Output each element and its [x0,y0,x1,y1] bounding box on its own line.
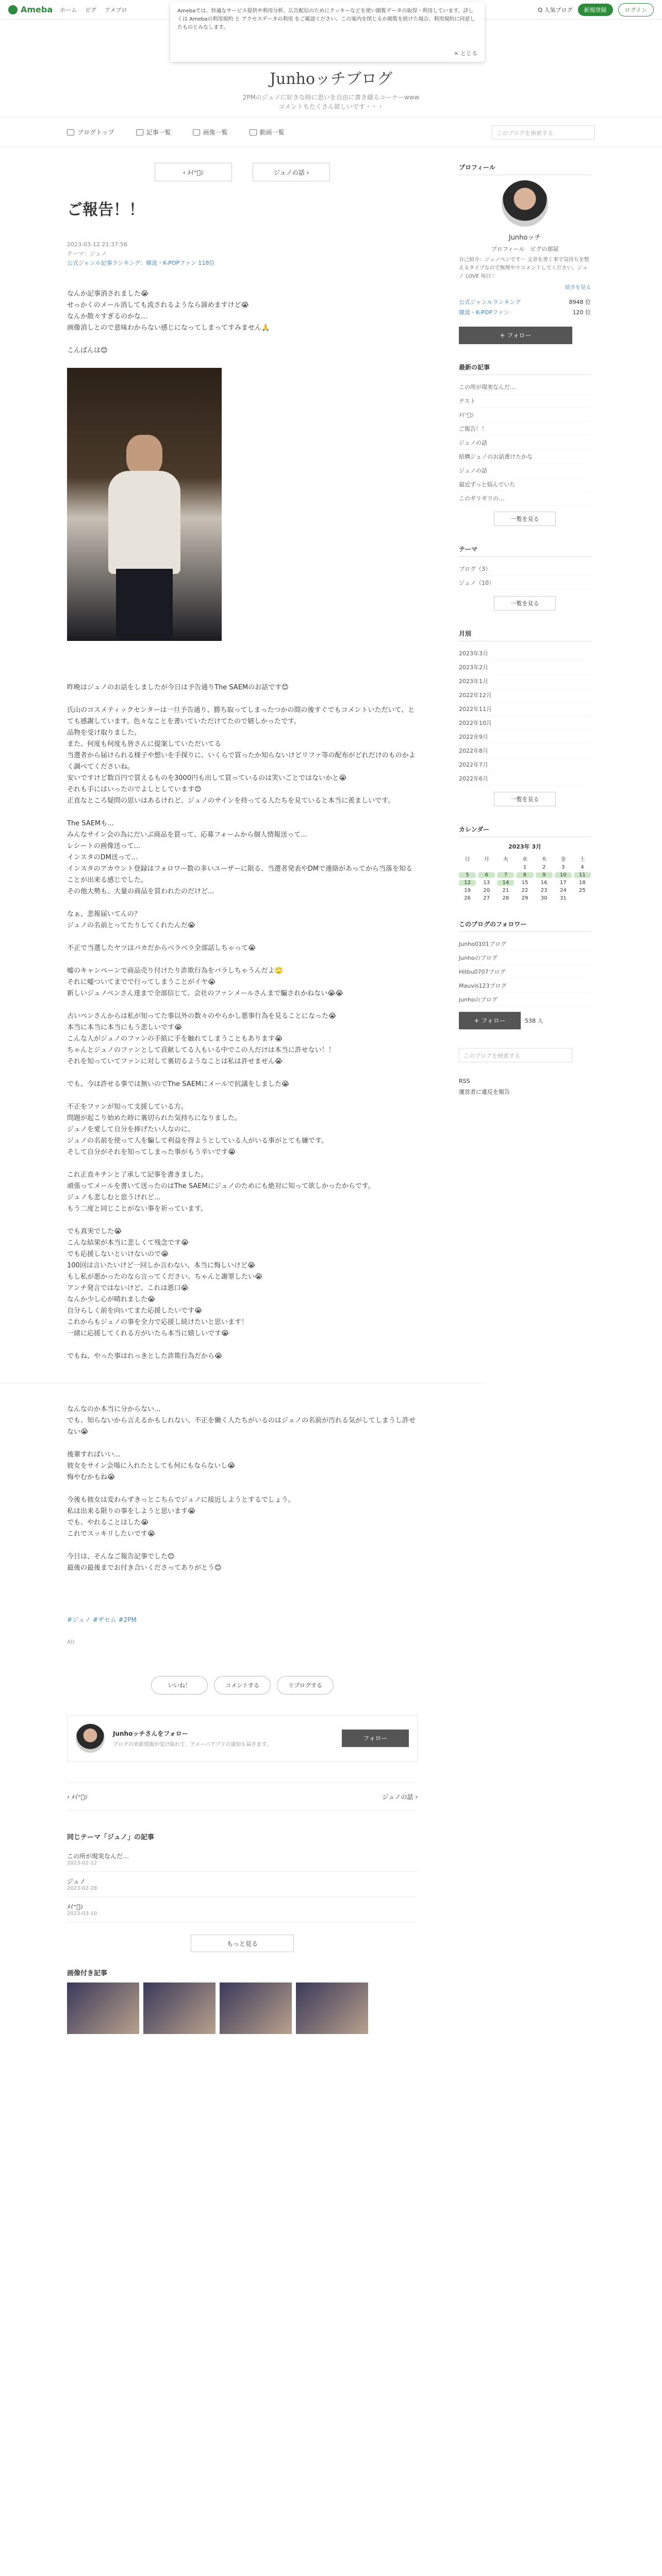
recent-item[interactable]: ﾒｲ⁺ﾟｼ [459,408,591,422]
para-5: なぁ、悲報届いてんの？ ジュノの名前とってたりしてくれたんだ😭 [67,910,195,929]
calendar-day[interactable]: 14 [497,880,514,886]
para-9: でも、今は許せる事では無いのでThe SAEMにメールで抗議をしました😭 [67,1080,290,1088]
calendar-month: 2023年 3月 [508,843,542,850]
para-11: これ正直キチンと了承して記事を書きました。 頑張ってメールを書いて送ったのはThe SAEMにジュノのためにも絶対に知って欲しかったからです。 ジュノも悲しむと思うけれど... もう二度と同じことがない事を祈っています。 [67,1171,375,1213]
follow-box-desc: ブログの更新情報が受け取れて、アメーバアプリの通知も届きます。 [113,1742,272,1748]
calendar-day: 21 [502,888,509,893]
calendar-day[interactable]: 11 [574,872,591,878]
more-button[interactable]: もっと見る [191,1935,294,1952]
archive-item[interactable]: 2023年2月 [459,660,591,674]
archive-item[interactable]: 2023年1月 [459,674,591,688]
para-1: こんばんは😊 [67,347,108,354]
bottom-next-entry[interactable]: ジュノの話 › [382,1793,418,1801]
nav-blog-top[interactable]: ブログトップ [67,128,114,137]
profile-bio: 自己紹介：ジュノペンです〜 文章を書く事で気持ちを整えるタイプなので無理やりコメントしてください。ジュノ LOVE 毎日♡ [459,257,589,279]
calendar-day: 20 [483,888,490,893]
archive-item[interactable]: 2022年9月 [459,730,591,744]
archive-more-button[interactable]: 一覧を見る [494,792,556,806]
para-3: 氏山のコスメティックセンターは一旦予告通り、勝ち取ってしまったつかの間の後すぐでもコメントいただいて、とても感謝しています。色々なことを書いていただけてたので嬉しかったです。 品物を受け取りました。 また、何度も何度も皆さんに提案していただいてる 当選者から届けられる様子や想いを手探りに、いくらで買ったか知らないけどリファ等の配布がどれだけのものかよく調べてくださいね。 安いですけど数百円で買えるものを3000円も出して買っているのは笑いごとではないかと😭 それも手にはいったのでよしとしています😊 正直なところ疑問の思いはあるけれど、ジュノのサインを持ってる人たちを見ていると本当に羨ましいです。 [67,706,416,805]
report-link[interactable]: 運営者に違反を報告 [459,1089,510,1095]
recent-item[interactable]: この所が現実なんだ… [459,380,591,394]
like-button[interactable]: いいね！ [151,1676,208,1694]
pigg-room-link[interactable]: ピグの部屋 [530,246,559,252]
ranking-link[interactable]: 韓流・K-POPファン [459,309,509,316]
cookie-notice [170,2,485,62]
avatar[interactable] [502,180,548,227]
para-8: 古いペンさんからは私が知ってた事以外の数々のやらかし悪事行為を見ることになった😭 本当に本当に本当にもう悲しいです😭 こんな人がジュノのファンの手紙に手を触れてしまうこともあります😭 ちゃんとジュノのファンとして貢献してる人もいる中でこの人だけは本当に許せない！！ それを知っていてファンに対して裏切るようなことは私は許せません😭 [67,1012,337,1065]
entry-theme[interactable]: テーマ：ジュノ [67,250,107,257]
read-more-link[interactable]: 続きを見る [565,285,591,291]
para-16: 今後も彼女は変わらずきっとこちらでジュノに接近しようとするでしょう。 私は出来る限りの事をしようと思います😭 でも、やれることはした😭 これでスッキリしたいです😭 [67,1496,295,1538]
follow-box [67,1715,418,1761]
main-column [67,147,418,2034]
avatar[interactable] [76,1724,105,1753]
profile-link[interactable]: プロフィール [491,246,525,252]
calendar-day: 22 [521,888,528,893]
archive-heading: 月別 [459,629,591,641]
sidebar-follow-button[interactable]: + フォロー [459,327,572,344]
nav-image-list[interactable]: 画像一覧 [193,128,228,137]
para-0: なんか記事消されました😭 せっかくのメール消しても流されるようなら諦めますけど😭 なんか散々すぎるのかな… 画像消しとので意味わからない感じになってしまってすみません🙏 [67,290,270,332]
calendar-day[interactable]: 10 [555,872,572,878]
hashtag[interactable]: #2PM [118,1616,137,1623]
archive-item[interactable]: 2022年8月 [459,744,591,758]
calendar-day [497,865,514,870]
entry-title: ご報告！！ [67,201,144,219]
recommend-title: 画像付き記事 [67,1970,108,1977]
calendar-day: 3 [561,865,565,870]
calendar-day: 28 [502,895,509,901]
nav-video-list[interactable]: 動画一覧 [250,128,285,137]
image-icon [193,129,200,135]
archive-item[interactable]: 2023年3月 [459,647,591,660]
login-button[interactable]: ログイン [618,3,654,16]
calendar-day: 16 [540,880,548,886]
recent-item[interactable]: ご報告！！ [459,422,591,436]
follower-item[interactable]: Junhoのブログ [459,951,591,965]
list-item[interactable]: ﾒｲ⁺ﾟｼ 2023-03-10 [67,1897,418,1922]
calendar-grid [459,855,591,901]
next-entry-button[interactable]: ジュノの話 › [253,163,330,181]
theme-more-button[interactable]: 一覧を見る [494,596,556,611]
entry-photo[interactable] [67,368,222,641]
same-theme-list [67,1832,418,1952]
calendar-day: 17 [559,880,567,886]
calendar-day: 15 [521,880,528,886]
calendar-day[interactable]: 9 [536,872,553,878]
nav-ameblo[interactable]: アメブロ [105,6,127,13]
calendar-day: 26 [464,895,471,901]
para-13: でもね、やった事はれっきとした詐欺行為だから😭 [67,1352,223,1360]
nav-entry-list[interactable]: 記事一覧 [136,128,171,137]
calendar-day: 18 [579,880,586,886]
calendar-day[interactable]: 12 [459,880,476,886]
theme-item[interactable]: ジュノ（10） [459,576,591,590]
calendar-day-header: 水 [522,857,527,862]
entry-body [67,289,418,1574]
recent-item[interactable]: 最近ずっと悩んでいた [459,478,591,492]
hashtag[interactable]: #ジュノ [67,1616,91,1623]
ameba-logo[interactable]: Ameba [8,5,53,14]
calendar-day-header: 金 [560,857,566,862]
calendar-day [574,895,591,901]
para-10: 不正をファンが知って支援している方。 問題が起こり始めた時に裏切られた気持ちになりました。 ジュノを愛して自分を捧げたい人なのに、 ジュノの名前を使って人を騙して利益を得ようとしている人がいる事がとても嫌です。 そして自分がそれを知ってしまった事がもう辛いです😭 [67,1103,328,1156]
para-17: 今日は、そんなご報告記事でした😊 最後の最後までお付き合いくださってありがとう😊 [67,1553,222,1572]
recent-item[interactable]: テスト [459,394,591,408]
para-7: 嘘のキャンペーンで商品売り付けたり詐欺行為をバラしちゃうんだよ🙄 それに嘘ついてまでで行ってしまうことがイヤ😭 新しいジュノペンさん達まで全部信じて、会社のファンメールさんまで騙されかねない😭😭 [67,967,343,997]
calendar-day[interactable]: 7 [497,872,514,878]
calendar-day: 23 [540,888,548,893]
recent-item[interactable]: 結構ジュノのお話書けたかな [459,450,591,464]
signup-button[interactable]: 新規登録 [578,4,613,16]
blog-search-input[interactable]: このブログを検索する [492,125,595,140]
thumbnail[interactable] [220,1982,292,2034]
thumbnail[interactable] [67,1982,139,2034]
hashtag[interactable]: #ザセム [92,1616,117,1623]
comment-button[interactable]: コメントする [214,1676,271,1694]
cookie-notice-text: Amebaでは、快適なサービス提供や利用分析、広告配信のためにクッキーなどを使い閲覧データの取得・利用しています。詳しくは Amebaの利用規約 と アクセスデータの利用 をご確認ください。この案内を閉じるか閲覧を続けた場合、利用規約に同意したものとみなします。 [177,8,475,30]
ranking-link[interactable]: 公式ジャンルランキング [459,299,521,306]
calendar-day-header: 木 [541,857,547,862]
popular-blogs-link[interactable]: Q 人気ブログ [538,6,573,13]
follower-item[interactable]: Mauvis123ブログ [459,979,591,993]
calendar-day: 30 [540,895,548,901]
archive-item[interactable]: 2022年11月 [459,702,591,716]
ad-label: AD [67,1639,75,1645]
archive-item[interactable]: 2022年12月 [459,688,591,702]
profile-heading: プロフィール [459,163,591,175]
calendar-day: 13 [483,880,490,886]
hashtags [67,1615,418,1624]
list-item[interactable]: ジュノ 2023-02-28 [67,1872,418,1897]
calendar-day: 4 [581,865,584,870]
calendar-day: 2 [542,865,546,870]
video-icon [250,129,257,135]
nav-home[interactable]: ホーム [60,6,77,13]
follow-box-title: Junhoッチさんをフォロー [113,1730,188,1737]
prev-entry-button[interactable]: ‹ ﾒｲ⁺ﾟｼ [155,163,232,181]
recent-item[interactable]: ジュノの話 [459,436,591,450]
calendar-day-header: 月 [484,857,489,862]
recent-item[interactable]: このギリギリの… [459,492,591,505]
para-4: The SAEMも... みんなサイン会の為にだいぶ商品を買って、応募フォームから個人情報送って... レシートの画像送って... インスタのDM送って... インスタのアカウント登録はフォロワー数の多いユーザーに限る、当選者発表やDMで連絡があってから当落を知ることが出来る感じでした。 その他大勢も、大量の商品を買われたのだけど... [67,820,412,895]
thumbnail[interactable] [296,1982,368,2034]
calendar-day: 19 [464,888,471,893]
blog-desc-2: コメントもたくさん欲しいです・・・ [278,103,384,110]
profile-name[interactable]: Junhoッチ [508,234,541,242]
calendar-day: 31 [559,895,567,901]
blog-title[interactable]: Junhoッチブログ [269,70,393,88]
para-14: なんなのか本当に分からない... でも、知らないから言えるかもしれない、不正を働く人たちがいるのはジュノの名前が汚れる気がしてしまうし許せない😭 [67,1405,416,1436]
calendar-day[interactable]: 5 [459,872,476,878]
archive-item[interactable]: 2022年7月 [459,758,591,772]
nav-pigg[interactable]: ピグ [85,6,97,13]
cookie-notice-close[interactable]: × とじる [454,50,477,57]
rss-link[interactable]: RSS [459,1078,470,1084]
blog-nav [0,117,662,147]
calendar-day[interactable]: 8 [516,872,533,878]
list-item[interactable]: この所が現実なんだ… 2023-02-12 [67,1846,418,1872]
same-theme-title: 同じテーマ「ジュノ」の記事 [67,1834,155,1841]
thumbnail[interactable] [143,1982,216,2034]
reblog-button[interactable]: リブログする [277,1676,334,1694]
follower-item[interactable]: Hitbu0707ブログ [459,965,591,979]
sidebar: プロフィール Junhoッチ プロフィール ピグの部屋 自己紹介：ジュノペンです〜 文章を書く事で気持ちを整えるタイプなので無理やりコメントしてください。ジュノ LOVE 毎日♡ 続きを見る 公式ジャンルランキング 8948 位 韓流・K-POPファン 120 位 + フォロー 最新の記事 この所が現実なんだ… テスト ﾒｲ⁺ﾟｼ ご報告！！ ジュノの話 結構ジュノのお話書けたかな ジュノの話 最近ずっと悩んでいた このギリギリの… 一覧を見る テーマ ブログ（3） ジュノ（10） 一覧を見る 月別 2023年3月 2023年2月 2023年1月 2022年12月 2022年11月 2022年10月 2022年9月 2022年8月 2022年7月 2022年6月 一覧を見る カレンダー 2023年 3月 日 月 火 水 木 金 土 1 2 3 4 5 6 7 8 9 10 11 12 13 14 15 16 17 18 19 20 21 22 23 24 25 26 27 28 29 30 31 このブログのフォロワー Junho0101ブログ Junhoのブログ Hitbu0707ブログ Mauvis123ブログ junhoのブログ + フォロー 538 人 このブログを検索する RSS 運営者に違反を報告 [459,164,591,1095]
calendar-day [459,865,476,870]
theme-item[interactable]: ブログ（3） [459,562,591,576]
recent-heading: 最新の記事 [459,363,591,375]
calendar-day[interactable]: 6 [478,872,495,878]
calendar-day [478,865,495,870]
calendar-day: 24 [559,888,567,893]
para-12: でも真実でした😭 こんな結果が本当に悲しくて残念です😭 でも応援しないといけないので😭 100回は言いたいけど一回しか言わない、本当に悔しいけど😭 もし私が悪かったのなら言ってください、ちゃんと謝罪したい😭 アンチ発言ではないけど、これは悪口😭 なんか少し心が晴れました😭 自分らしく前を向いてまた応援したいです😭 これからもジュノの事を全力で応援し続けたいと思います！ 一緒に応援してくれる方がいたら本当に嬉しいです😭 [67,1228,263,1337]
bottom-prev-entry[interactable]: ‹ ﾒｲ⁺ﾟｼ [67,1793,88,1801]
followers-heading: このブログのフォロワー [459,920,591,932]
calendar-day: 1 [523,865,527,870]
calendar-day-header: 土 [580,857,585,862]
follower-count: 538 人 [525,1018,543,1024]
calendar-day: 27 [483,895,490,901]
calendar-day: 25 [579,888,586,893]
archive-item[interactable]: 2022年10月 [459,716,591,730]
list-icon [136,129,143,135]
archive-item[interactable]: 2022年6月 [459,772,591,786]
sidebar-search-input[interactable]: このブログを検索する [459,1048,572,1062]
recent-more-button[interactable]: 一覧を見る [494,512,556,526]
calendar-day-header: 火 [503,857,508,862]
follower-item[interactable]: junhoのブログ [459,993,591,1007]
home-icon [67,129,74,135]
calendar-day-header: 日 [465,857,470,862]
followers-follow-button[interactable]: + フォロー [459,1012,521,1029]
para-2: 昨晩はジュノのお話をしましたが今日は予告通りThe SAEMのお話です😊 [67,684,289,691]
entry-ranking: 公式ジャンル記事ランキング：韓流・K-POPファン 118位 [67,260,215,266]
theme-heading: テーマ [459,545,591,557]
calendar-day: 29 [521,895,528,901]
entry-date: 2023-03-12 21:37:56 [67,241,127,248]
para-6: 不正で当選したヤツはバカだからベラベラ全部話しちゃって😭 [67,944,256,952]
blog-desc-1: 2PMのジュノに好きな時に思いを自由に書き綴るコーナーwww [242,94,420,101]
ameba-logo-icon [8,5,18,14]
recent-item[interactable]: ジュノの話 [459,464,591,478]
follower-item[interactable]: Junho0101ブログ [459,937,591,951]
para-15: 後輩すればいい... 彼女をサイン会場に入れたとしても何にもならないし😭 悔やむかもね😭 [67,1451,236,1481]
calendar-heading: カレンダー [459,825,591,837]
follow-button[interactable]: フォロー [342,1730,409,1747]
